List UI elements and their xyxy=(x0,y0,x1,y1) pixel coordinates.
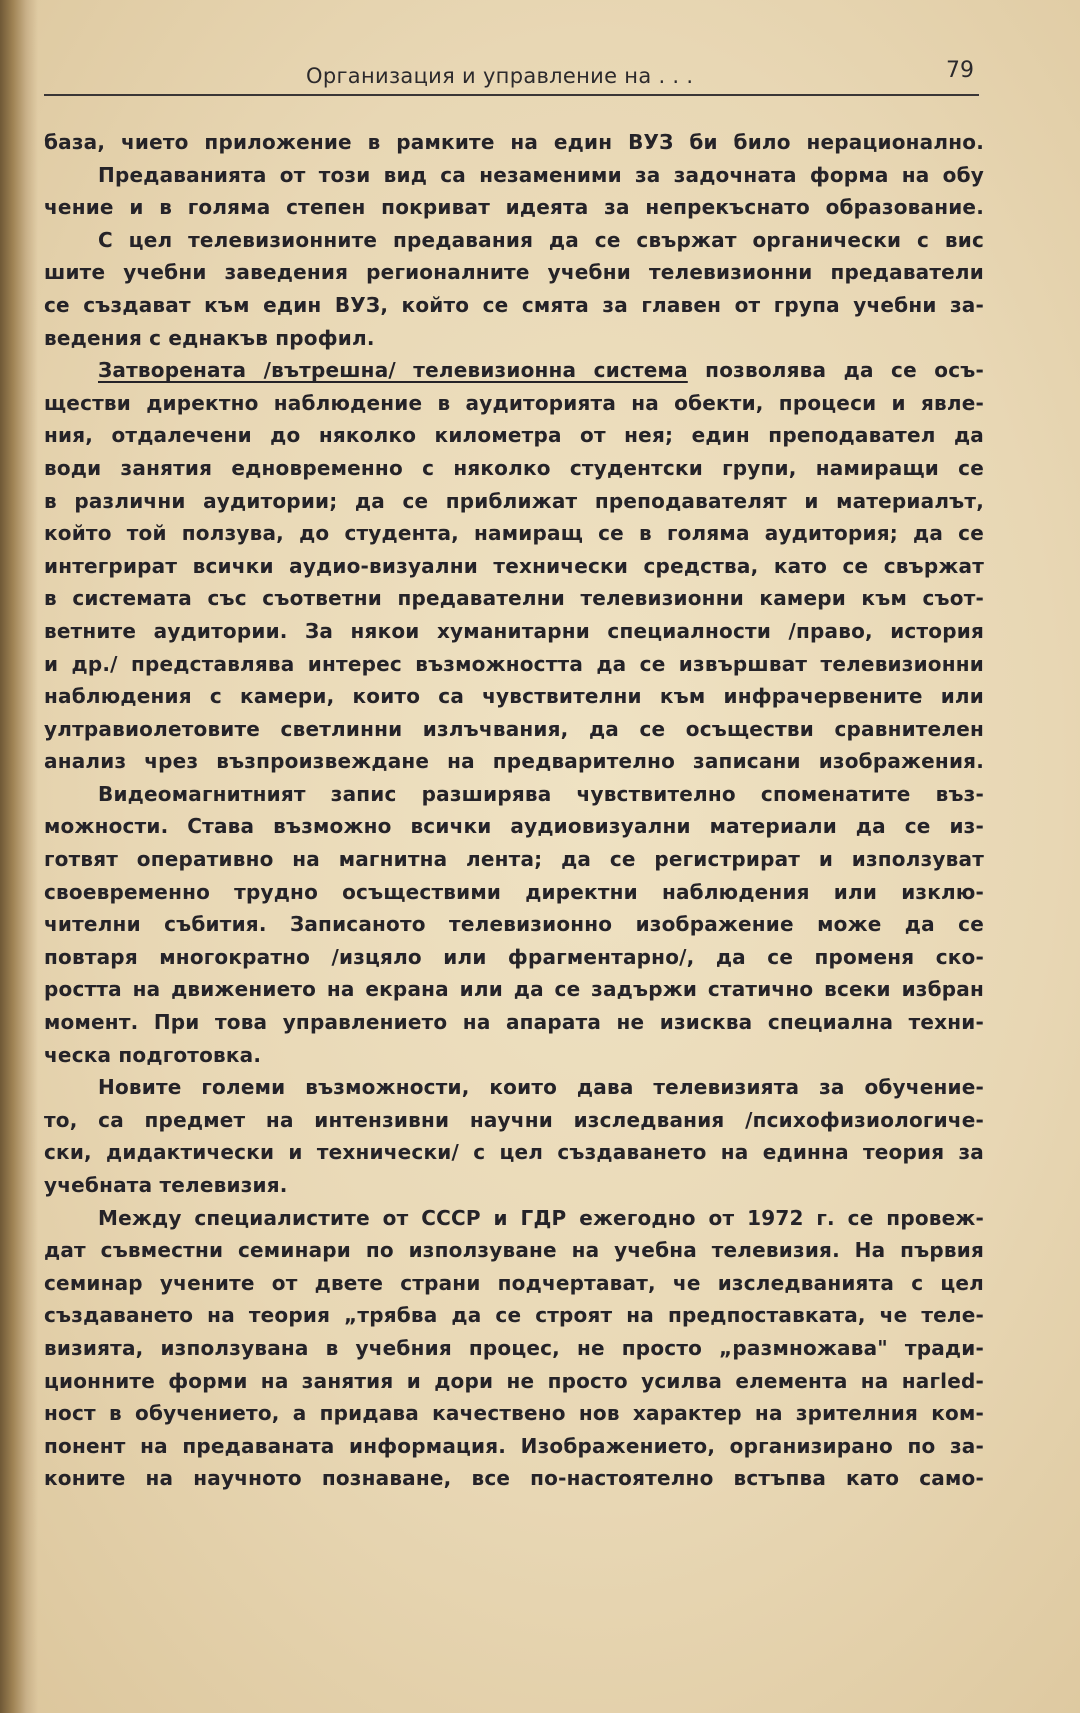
text-line: коните на научното познаване, все по-настоятелно встъпва като само- xyxy=(44,1466,984,1491)
running-head: Организация и управление на . . . xyxy=(306,64,694,88)
text-line: Видеомагнитният запис разширява чувствително споменатите въз- xyxy=(98,781,984,806)
text-line: Новите големи възможности, които дава телевизията за обучение- xyxy=(98,1075,984,1100)
text-line: повтаря многократно /изцяло или фрагментарно/, да се променя ско- xyxy=(44,944,984,969)
text-line: ветните аудитории. За някои хуманитарни специалности /право, история xyxy=(44,618,984,643)
book-spine-shadow xyxy=(0,0,38,1713)
text-line: анализ чрез възпроизвеждане на предварително записани изображения. xyxy=(44,749,984,774)
text-line: учебната телевизия. xyxy=(44,1173,288,1197)
text-line: се създават към един ВУЗ, който се смята за главен от група учебни за- xyxy=(44,292,984,317)
text-line xyxy=(44,354,984,387)
header-rule xyxy=(44,94,979,96)
text-line: дат съвместни семинари по използуване на учебна телевизия. На първия xyxy=(44,1238,984,1263)
text-line: ултравиолетовите светлинни излъчвания, да се осъществи сравнителен xyxy=(44,716,984,741)
text-line: ционните форми на занятия и дори не просто усилва елемента на нагled- xyxy=(44,1368,984,1393)
text-line: визията, използувана в учебния процес, не просто „размножава" тради- xyxy=(44,1335,984,1360)
text-line: който той ползува, до студента, намиращ се в голяма аудитория; да се xyxy=(44,521,984,546)
text-line: Предаванията от този вид са незаменими за задочната форма на обу xyxy=(98,162,984,187)
text-line: база, чието приложение в рамките на един ВУЗ би било нерационално. xyxy=(44,130,984,154)
text-line: чение и в голяма степен покриват идеята за непрекъснато образование. xyxy=(44,195,984,220)
text-line: в системата със съответни предавателни телевизионни камери към съот- xyxy=(44,586,984,611)
text-line: ществи директно наблюдение в аудиторията на обекти, процеси и явле- xyxy=(44,390,984,415)
text-line: момент. При това управлението на апарата не изисква специална техни- xyxy=(44,1010,984,1035)
text-line: интегрират всички аудио-визуални технически средства, като се свържат xyxy=(44,553,984,578)
page-number: 79 xyxy=(946,58,974,83)
text-line: то, са предмет на интензивни научни изследвания /психофизиологиче- xyxy=(44,1107,984,1132)
text-line: и др./ представлява интерес възможността да се извършват телевизионни xyxy=(44,651,984,676)
text-line: ческа подготовка. xyxy=(44,1042,262,1067)
text-line: семинар учените от двете страни подчертават, че изследванията с цел xyxy=(44,1270,984,1295)
underlined-term: Затворената /вътрешна/ телевизионна система xyxy=(98,358,688,383)
text-line: чителни събития. Записаното телевизионно изображение може да се xyxy=(44,912,984,937)
text-line: шите учебни заведения регионалните учебни телевизионни предаватели xyxy=(44,260,984,285)
text-line: в различни аудитории; да се приближат преподавателят и материалът, xyxy=(44,488,984,513)
page-header xyxy=(44,58,984,98)
text-line: ски, дидактически и технически/ с цел създаването на единна теория за xyxy=(44,1140,984,1165)
text-line: С цел телевизионните предавания да се свържат органически с вис xyxy=(98,227,984,252)
text-line: ростта на движението на екрана или да се задържи статично всеки избран xyxy=(44,977,984,1002)
text-line: готвят оперативно на магнитна лента; да се регистрират и използуват xyxy=(44,847,984,872)
text-line: своевременно трудно осъществими директни наблюдения или изклю- xyxy=(44,879,984,904)
text-line: създаването на теория „трябва да се строят на предпоставката, че теле- xyxy=(44,1303,984,1328)
text-fragment: позволява да се осъ- xyxy=(687,358,985,383)
text-line: ведения с еднакъв профил. xyxy=(44,325,375,350)
body-text xyxy=(44,126,984,1495)
text-line: води занятия едновременно с няколко студентски групи, намиращи се xyxy=(44,455,984,480)
text-line: наблюдения с камери, които са чувствителни към инфрачервените или xyxy=(44,684,984,709)
text-line: Между специалистите от СССР и ГДР ежегодно от 1972 г. се провеж- xyxy=(98,1205,984,1230)
text-line: ния, отдалечени до няколко километра от нея; един преподавател да xyxy=(44,423,984,448)
text-line: ност в обучението, а придава качествено нов характер на зрителния ком- xyxy=(44,1401,984,1426)
text-line: можности. Става възможно всички аудиовизуални материали да се из- xyxy=(44,814,984,839)
text-line: понент на предаваната информация. Изображението, организирано по за- xyxy=(44,1433,984,1458)
